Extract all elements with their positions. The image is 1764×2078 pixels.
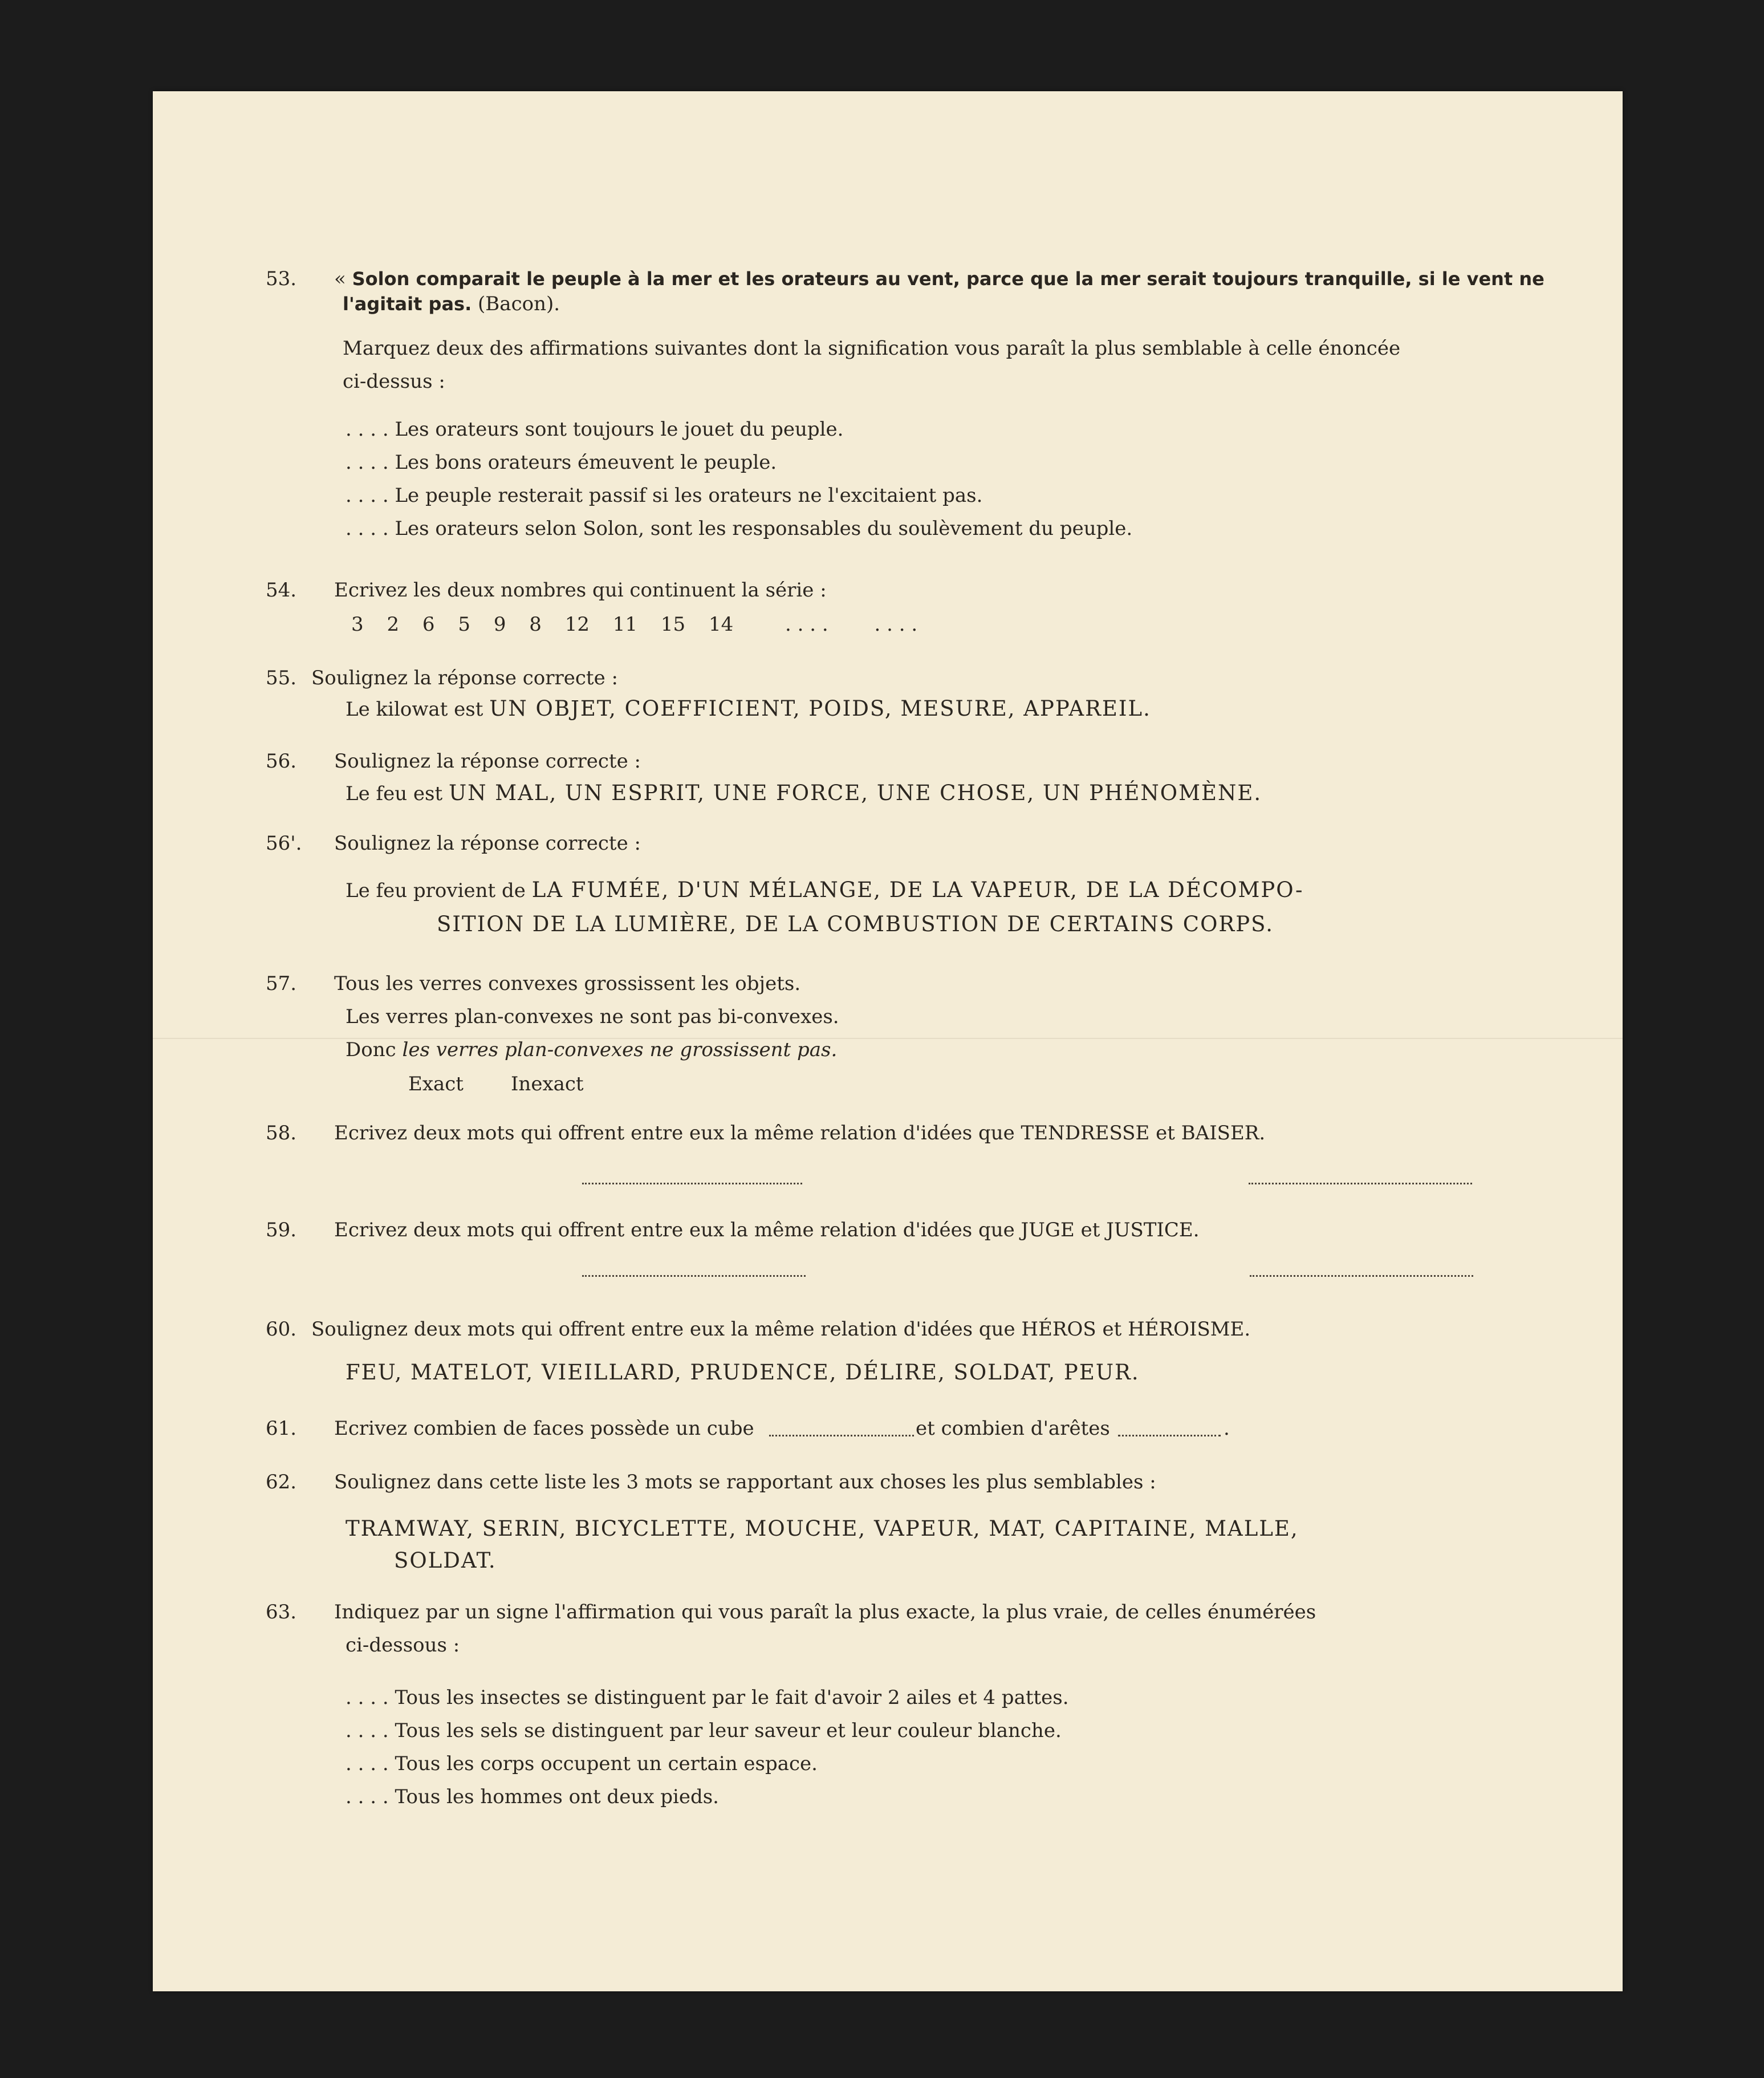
question-number: 63. <box>266 1601 297 1624</box>
series-item: 6 <box>422 613 435 636</box>
option-item[interactable]: . . . . Tous les hommes ont deux pieds. <box>346 1785 719 1808</box>
answer-line-2[interactable] <box>1250 1275 1473 1277</box>
conclusion-prefix: Donc <box>346 1038 396 1061</box>
series-item: 8 <box>529 613 542 636</box>
series-item: 14 <box>708 613 734 636</box>
answer-choices[interactable]: TRAMWAY, SERIN, BICYCLETTE, MOUCHE, VAPEUR, MAT, CAPITAINE, MALLE, <box>346 1516 1299 1541</box>
option-item[interactable]: . . . . Les orateurs sont toujours le jouet du peuple. <box>346 418 844 441</box>
document-page <box>153 91 1623 1991</box>
series-item: 5 <box>458 613 470 636</box>
quote-text: Solon comparait le peuple à la mer et les orateurs au vent, parce que la mer serait toujours tranquille, si le vent ne <box>352 268 1544 290</box>
question-number: 56'. <box>266 832 302 855</box>
question-number: 53. <box>266 267 297 290</box>
question-text-1: Indiquez par un signe l'affirmation qui vous paraît la plus exacte, la plus vraie, de celles énumérées <box>334 1601 1316 1624</box>
answer-choices-cont[interactable]: SOLDAT. <box>394 1548 497 1573</box>
answer-choices[interactable]: FEU, MATELOT, VIEILLARD, PRUDENCE, DÉLIRE, SOLDAT, PEUR. <box>346 1360 1140 1385</box>
answer-line-1[interactable] <box>582 1275 806 1277</box>
question-text: Soulignez la réponse correcte : <box>334 832 641 855</box>
answer-choices[interactable]: LA FUMÉE, D'UN MÉLANGE, DE LA VAPEUR, DE LA DÉCOMPO- <box>531 878 1304 902</box>
question-number: 61. <box>266 1417 297 1440</box>
number-series <box>351 615 934 634</box>
choice-exact[interactable]: Exact <box>408 1073 464 1095</box>
choice-inexact[interactable]: Inexact <box>511 1073 584 1095</box>
question-text-1: Ecrivez combien de faces possède un cube <box>334 1417 754 1440</box>
option-item[interactable]: . . . . Tous les corps occupent un certain espace. <box>346 1752 818 1775</box>
answer-line-2[interactable] <box>1249 1183 1472 1184</box>
question-number: 56. <box>266 750 297 773</box>
question-number: 57. <box>266 972 297 995</box>
question-number: 59. <box>266 1219 297 1241</box>
conclusion-text: les verres plan-convexes ne grossissent pas. <box>402 1038 838 1061</box>
premise-1: Tous les verres convexes grossissent les objets. <box>334 972 801 995</box>
instruction: Marquez deux des affirmations suivantes dont la signification vous paraît la plus semblable à celle énoncée <box>343 337 1401 360</box>
quote-source: (Bacon). <box>478 293 560 315</box>
answer-prefix: Le feu est <box>346 782 443 805</box>
instruction-end: ci-dessus : <box>343 370 445 393</box>
answer-line-1[interactable] <box>582 1183 802 1184</box>
question-text: Soulignez la réponse correcte : <box>334 750 641 773</box>
question-number: 54. <box>266 579 297 602</box>
question-text: Soulignez deux mots qui offrent entre eux la même relation d'idées que HÉROS et HÉROISME. <box>311 1318 1251 1341</box>
series-item: 3 <box>351 613 364 636</box>
question-text-2: ci-dessous : <box>346 1634 460 1657</box>
option-item[interactable]: . . . . Tous les insectes se distinguent par le fait d'avoir 2 ailes et 4 pattes. <box>346 1686 1069 1709</box>
answer-choices[interactable]: UN OBJET, COEFFICIENT, POIDS, MESURE, APPAREIL. <box>489 696 1151 721</box>
option-item[interactable]: . . . . Tous les sels se distinguent par leur saveur et leur couleur blanche. <box>346 1719 1062 1742</box>
question-number: 58. <box>266 1122 297 1144</box>
answer-blank[interactable]: . . . . <box>874 613 918 636</box>
answer-prefix: Le kilowat est <box>346 698 483 721</box>
question-number: 60. <box>266 1318 297 1341</box>
question-text: Ecrivez deux mots qui offrent entre eux la même relation d'idées que JUGE et JUSTICE. <box>334 1219 1200 1241</box>
series-item: 12 <box>564 613 590 636</box>
series-item: 9 <box>493 613 506 636</box>
series-item: 11 <box>612 613 638 636</box>
question-number: 62. <box>266 1471 297 1493</box>
question-text: Ecrivez deux mots qui offrent entre eux la même relation d'idées que TENDRESSE et BAISER. <box>334 1122 1266 1144</box>
option-item[interactable]: . . . . Les orateurs selon Solon, sont les responsables du soulèvement du peuple. <box>346 517 1133 540</box>
question-text-2: et combien d'arêtes <box>916 1417 1110 1440</box>
question-number: 55. <box>266 667 297 689</box>
premise-2: Les verres plan-convexes ne sont pas bi-convexes. <box>346 1005 839 1028</box>
quote-open: « <box>334 267 346 290</box>
question-text: Soulignez dans cette liste les 3 mots se rapportant aux choses les plus semblables : <box>334 1471 1156 1493</box>
option-item[interactable]: . . . . Le peuple resterait passif si les orateurs ne l'excitaient pas. <box>346 484 983 507</box>
series-item: 2 <box>387 613 400 636</box>
answer-blank[interactable]: . . . . <box>785 613 828 636</box>
question-text: Ecrivez les deux nombres qui continuent la série : <box>334 579 827 602</box>
question-text: Soulignez la réponse correcte : <box>311 667 618 689</box>
edges-blank[interactable] <box>1118 1435 1221 1436</box>
faces-blank[interactable] <box>769 1435 914 1436</box>
answer-choices[interactable]: UN MAL, UN ESPRIT, UNE FORCE, UNE CHOSE, UN PHÉNOMÈNE. <box>448 781 1262 805</box>
quote-text-end: l'agitait pas. <box>343 293 472 315</box>
answer-prefix: Le feu provient de <box>346 879 526 902</box>
option-item[interactable]: . . . . Les bons orateurs émeuvent le peuple. <box>346 451 777 474</box>
question-text-end: . <box>1224 1417 1230 1440</box>
series-item: 15 <box>660 613 686 636</box>
answer-choices-cont[interactable]: SITION DE LA LUMIÈRE, DE LA COMBUSTION DE CERTAINS CORPS. <box>437 912 1274 936</box>
